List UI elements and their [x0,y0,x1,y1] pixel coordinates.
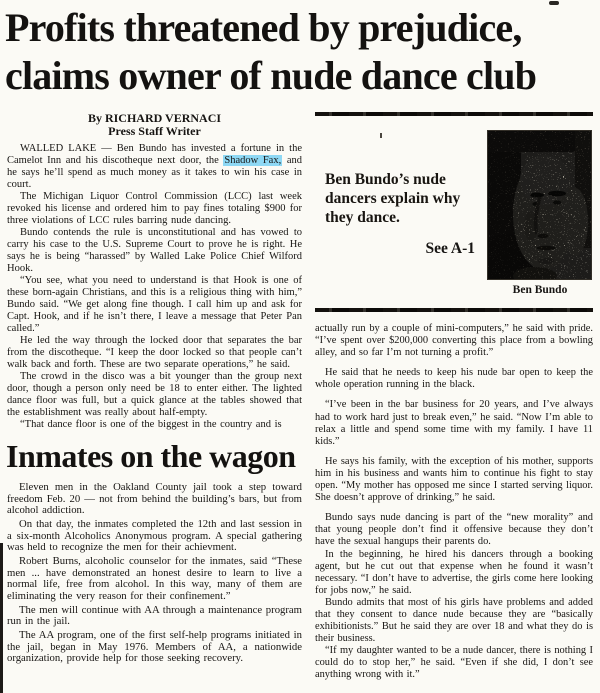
photo-caption: Ben Bundo [512,284,568,296]
article-paragraph: He says his family, with the exception of his mother, supports him in his business and wants him to continue his fight to stay open. “My mother has opposed me since I started serving liquor. She doesn’t approve of drinking,” he said. [315,455,593,504]
article-paragraph: The men will continue with AA through a maintenance program run in the jail. [7,603,302,627]
highlighted-text-shadow-fax: Shadow Fax, [224,155,282,166]
article-paragraph: He said that he needs to keep his nude bar open to keep the whole operation running in the black. [315,367,593,391]
lead-text-post: and he says he’ll spend as much money as it takes to win his case in court. [7,155,302,190]
article-paragraph: “You see, what you need to understand is that Hook is one of these born-again Christians, and this is a religious thing with him,” Bundo said. “We get along fine though. I call him up and ask for Capt. Hook, and if he isn’t there, I leave a message that Peter Pan called.” [7,275,302,334]
ink-speck-artifact [380,133,382,138]
article-paragraph: Bundo says nude dancing is part of the “new morality” and that young people don’t find it offensive because they don’t have the sexual hangups their parents do. [315,512,593,548]
teaser-text: Ben Bundo’s nude dancers explain why they dance. [325,171,461,226]
main-headline [0,0,600,100]
article-paragraph: “If my daughter wanted to be a nude dancer, there is nothing I could do to stop her,” he said. “Even if she did, I don’t see anything wrong with it.” [315,645,593,681]
scan-edge-artifact [0,543,3,693]
teaser-text-block [315,116,487,308]
article-paragraph: Bundo admits that most of his girls have problems and added that they consent to dance nude because they are “basically exhibitionists.” But he said they are over 18 and what they do is their business. [315,596,593,645]
article-paragraph: Eleven men in the Oakland County jail took a step toward freedom Feb. 20 — not from behind the building’s bars, but from alcohol addiction. [7,481,302,516]
main-headline-line-1: Profits threatened by prejudice, [5,5,522,50]
article-paragraph: “I’ve been in the bar business for 20 years, and I’ve always had to work hard just to break even,” he said. “Now I’m able to relax a little and spend some time with my family. I have 11 kids.” [315,399,593,447]
article-paragraph: Bundo contends the rule is unconstitutional and has vowed to carry his case to the U.S. Supreme Court to prove he is right. He says he is being “harassed” by Walled Lake Police Chief Wilford Hook. [7,227,302,274]
byline-role: Press Staff Writer [108,124,201,138]
ben-bundo-photo [487,130,592,280]
see-reference: See A-1 [425,240,475,257]
right-column-text [315,323,593,682]
article-paragraph: actually run by a couple of mini-computers,” he said with pride. “I’ve spent over $200,000 converting this place from a bowling alley, and so far I’m not turning a profit.” [315,323,593,359]
teaser-sidebar [315,116,593,308]
second-article-headline: Inmates on the wagon [6,438,296,474]
article-paragraph: Robert Burns, alcoholic counselor for the inmates, said “These men ... have demonstrated an honest desire to learn to live a normal life, free from alcohol. In this way, many of them are eliminating the very reason for their confinement.” [7,555,302,602]
article-paragraph: The crowd in the disco was a bit younger than the group next door, though a person only need be 18 to enter either. The lighted dance floor was full, but a quick glance at the tables showed that the establishment was really about half-empty. [7,371,302,418]
article-columns [0,112,600,682]
article-paragraph: He led the way through the locked door that separates the bar from the discotheque. “I keep the door locked so that people can’t walk back and forth. These are two separate operations,” he said. [7,335,302,370]
photo-block [487,116,593,308]
article-paragraph: On that day, the inmates completed the 12th and last session in a six-month Alcoholics Anonymous program. A special gathering was held to recognize the men for their achievment. [7,518,302,553]
section-divider-rule-bottom [315,308,593,312]
lead-paragraph [7,143,302,191]
article-paragraph: In the beginning, he hired his dancers through a booking agent, but he cut out that expense when he found it wasn’t necessary. “I don’t have to advertise, the girls come here looking for jobs now,” he said. [315,548,593,596]
byline-block [7,112,302,138]
right-column [315,112,593,682]
ink-speck-artifact [549,1,559,5]
left-column [7,112,302,682]
byline-author: By RICHARD VERNACI [87,111,222,125]
article-paragraph: The AA program, one of the first self-help programs initiated in the jail, began in May 1976. Members of AA, a nationwide organization, provide help for those seeking recovery. [7,629,302,664]
main-headline-line-2: claims owner of nude dance club [5,53,537,98]
lead-text-pre: WALLED LAKE — Ben Bundo has invested a fortune in the Camelot Inn and his discotheque next door, the [7,143,302,166]
article-paragraph: The Michigan Liquor Control Commission (LCC) last week revoked his license and ordered him to pay fines totaling $900 for three violations of LCC rules barring nude dancing. [7,191,302,226]
article-paragraph: “That dance floor is one of the biggest in the country and is [20,419,282,430]
